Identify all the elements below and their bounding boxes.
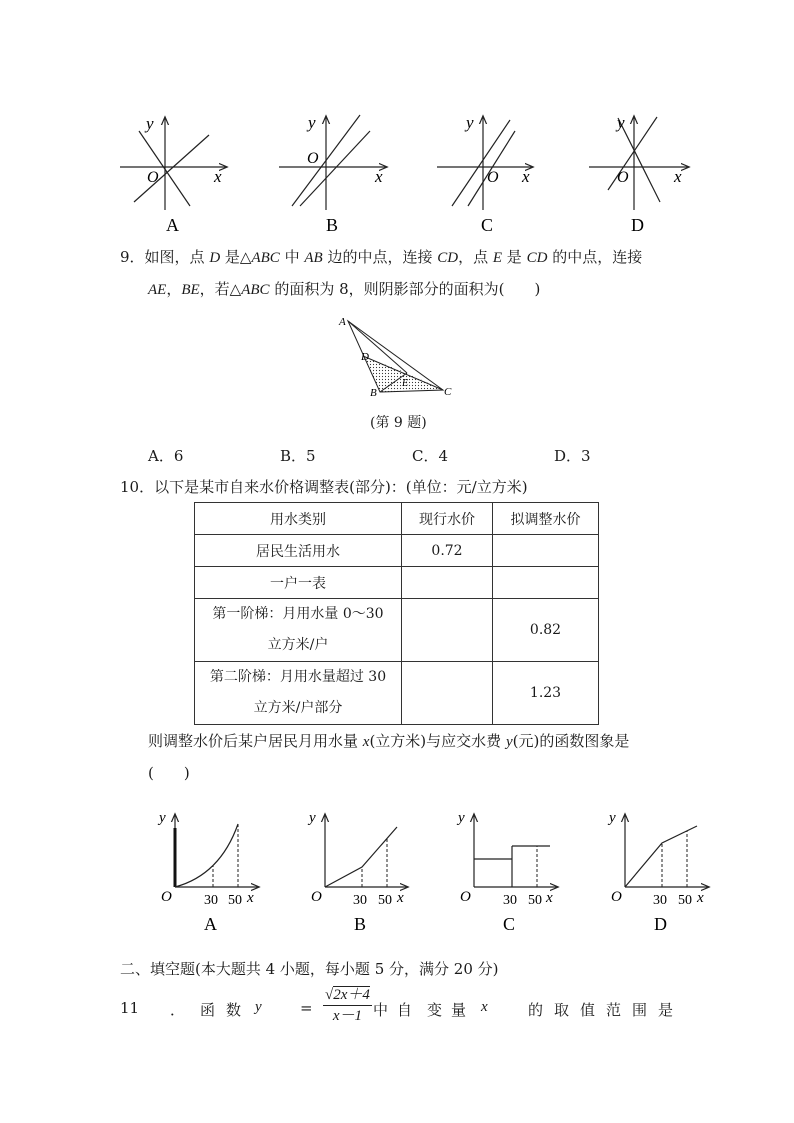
q9-line2 bbox=[148, 279, 540, 300]
q10-graphs bbox=[0, 800, 794, 949]
table-header-row bbox=[195, 503, 599, 535]
q8d-x-label: x bbox=[674, 167, 682, 186]
sqrt-icon: √ bbox=[325, 987, 334, 1003]
q11-char: 中 bbox=[373, 1001, 389, 1019]
table-cell-category: 居民生活用水 bbox=[195, 535, 402, 567]
q8c-x-label: x bbox=[522, 167, 530, 186]
table-row bbox=[195, 599, 599, 662]
q9-var: AB bbox=[304, 250, 323, 266]
q10c-tick-50: 50 bbox=[528, 893, 542, 908]
q8d-y-label: y bbox=[617, 113, 625, 132]
q8d-origin-label: O bbox=[617, 169, 629, 186]
q9-var: CD bbox=[526, 250, 548, 266]
q10-question bbox=[148, 731, 629, 752]
category-line: 立方米/户 bbox=[267, 637, 329, 653]
q10-graph-b bbox=[307, 810, 407, 934]
q9-text: 中 bbox=[279, 248, 305, 266]
table-header: 用水类别 bbox=[195, 503, 402, 535]
table-cell-category bbox=[195, 599, 402, 662]
q9-text: 的面积为 8，则阴影部分的面积为( ) bbox=[269, 280, 541, 298]
q11-equals: = bbox=[300, 999, 313, 1017]
q8c-line1 bbox=[452, 120, 510, 206]
table-cell-proposed bbox=[493, 567, 599, 599]
q9-text: ，点 bbox=[458, 248, 493, 266]
q11-radicand: 2x＋4 bbox=[333, 987, 370, 1003]
q8b-option-label: B bbox=[326, 215, 339, 235]
q11-fraction bbox=[323, 985, 372, 1026]
table-cell-category: 一户一表 bbox=[195, 567, 402, 599]
q11-line bbox=[120, 985, 680, 1035]
table-cell-proposed bbox=[493, 535, 599, 567]
q9-option-c: C．4 bbox=[412, 447, 449, 465]
q8-graphs bbox=[0, 0, 794, 244]
q8d-line1 bbox=[608, 117, 657, 190]
q10-text: (立方米)与应交水费 bbox=[369, 732, 506, 750]
q10d-origin-label: O bbox=[611, 889, 622, 905]
q10a-origin-label: O bbox=[161, 889, 172, 905]
q9-text: 的中点，连接 bbox=[547, 248, 643, 266]
q11-frac bbox=[323, 985, 372, 1026]
table-row bbox=[195, 535, 599, 567]
q10b-origin-label: O bbox=[311, 889, 322, 905]
q11-char: 函 bbox=[200, 1001, 216, 1019]
q8a-x-label: x bbox=[214, 167, 222, 186]
q10d-x-label: x bbox=[697, 890, 704, 906]
q9-option-a: A．6 bbox=[148, 447, 184, 465]
table-row bbox=[195, 662, 599, 725]
q8b-origin-label: O bbox=[307, 150, 319, 167]
table-cell-proposed: 1.23 bbox=[493, 662, 599, 725]
category-line: 第一阶梯：月用水量 0～30 bbox=[212, 606, 384, 622]
table-cell-current: 0.72 bbox=[402, 535, 493, 567]
q10b-y-label: y bbox=[309, 810, 316, 826]
q10a-tick-50: 50 bbox=[228, 893, 242, 908]
q9-text: ，若△ bbox=[199, 280, 242, 298]
q9-line1 bbox=[120, 247, 642, 268]
table-cell-current bbox=[402, 567, 493, 599]
table-row bbox=[195, 567, 599, 599]
q8-graphs-svg bbox=[0, 0, 794, 240]
q10c-y-label: y bbox=[458, 810, 465, 826]
table-cell-current bbox=[402, 599, 493, 662]
q11-char: 是 bbox=[658, 1001, 674, 1019]
q11-var-x: x bbox=[481, 999, 488, 1015]
q10a-curve bbox=[175, 824, 238, 887]
q9-option-d: D．3 bbox=[554, 447, 591, 465]
q10a-tick-30: 30 bbox=[204, 893, 218, 908]
q11-char: 自 bbox=[397, 1001, 413, 1019]
q10b-option-label: B bbox=[354, 914, 367, 934]
table-cell-proposed: 0.82 bbox=[493, 599, 599, 662]
q9-var: BE bbox=[181, 282, 200, 298]
q9-text: 是 bbox=[502, 248, 527, 266]
q8-graph-b bbox=[279, 113, 386, 235]
q10c-x-label: x bbox=[546, 890, 553, 906]
q10b-tick-30: 30 bbox=[353, 893, 367, 908]
q10a-x-label: x bbox=[247, 890, 254, 906]
q11-char: 变 bbox=[427, 1001, 443, 1019]
table-header: 拟调整水价 bbox=[493, 503, 599, 535]
q11-char: 数 bbox=[226, 1001, 242, 1019]
q9-var: E bbox=[492, 250, 503, 266]
q8a-origin-label: O bbox=[147, 169, 159, 186]
q9-var: AE bbox=[148, 282, 167, 298]
q9-var: ABC bbox=[251, 250, 280, 266]
q10-graphs-svg bbox=[0, 800, 794, 945]
q11-denominator: x－1 bbox=[332, 1008, 363, 1024]
q11-var-y: y bbox=[255, 999, 262, 1015]
q8a-option-label: A bbox=[166, 215, 179, 235]
q8b-y-label: y bbox=[308, 113, 316, 132]
q9-triangle-svg bbox=[330, 312, 460, 402]
q10c-option-label: C bbox=[503, 914, 516, 934]
q11-char: 范 bbox=[606, 1001, 622, 1019]
q10c-origin-label: O bbox=[460, 889, 471, 905]
q11-char: 值 bbox=[580, 1001, 596, 1019]
q10a-option-label: A bbox=[204, 914, 217, 934]
q10b-polyline bbox=[325, 827, 397, 887]
q10-graph-d bbox=[607, 810, 708, 934]
q8a-line2 bbox=[134, 135, 209, 202]
q10d-y-label: y bbox=[609, 810, 616, 826]
q9-text: 边的中点，连接 bbox=[322, 248, 438, 266]
q11-char: 的 bbox=[528, 1001, 544, 1019]
category-line: 第二阶梯：月用水量超过 30 bbox=[209, 669, 387, 685]
q9-var: ABC bbox=[241, 282, 270, 298]
q11-char: 取 bbox=[554, 1001, 570, 1019]
q11-numerator bbox=[323, 985, 372, 1006]
q9-label-e: E bbox=[402, 378, 409, 389]
q9-text: 9．如图，点 bbox=[120, 248, 210, 266]
q10-text: (元)的函数图象是 bbox=[512, 732, 630, 750]
q8c-option-label: C bbox=[481, 215, 494, 235]
table-cell-current bbox=[402, 662, 493, 725]
table-cell-category bbox=[195, 662, 402, 725]
q10d-polyline bbox=[625, 826, 697, 887]
q9-var: CD bbox=[437, 250, 459, 266]
q10-answer-paren: ( ) bbox=[148, 764, 190, 782]
q10-stem: 10．以下是某市自来水价格调整表(部分)：(单位：元/立方米) bbox=[120, 478, 528, 496]
q9-label-c: C bbox=[444, 386, 452, 398]
q11-char: 量 bbox=[451, 1001, 467, 1019]
q8a-y-label: y bbox=[146, 114, 154, 133]
q11-dot: ． bbox=[170, 1001, 186, 1019]
q9-caption: (第 9 题) bbox=[370, 415, 427, 431]
q8c-y-label: y bbox=[466, 113, 474, 132]
q11-number: 11 bbox=[120, 999, 140, 1017]
q8d-option-label: D bbox=[631, 215, 644, 235]
q9-label-d: D bbox=[361, 351, 369, 363]
q10-graph-c bbox=[456, 810, 557, 934]
q10c-tick-30: 30 bbox=[503, 893, 517, 908]
q11-char: 围 bbox=[632, 1001, 648, 1019]
q10d-option-label: D bbox=[654, 914, 667, 934]
q8-graph-c bbox=[437, 113, 532, 235]
q10-var-y: y bbox=[505, 734, 513, 750]
q9-text: 是△ bbox=[220, 248, 252, 266]
q8c-origin-label: O bbox=[487, 169, 499, 186]
q10d-tick-30: 30 bbox=[653, 893, 667, 908]
q10d-tick-50: 50 bbox=[678, 893, 692, 908]
category-line: 立方米/户部分 bbox=[253, 700, 343, 716]
q10a-y-label: y bbox=[159, 810, 166, 826]
q10b-tick-50: 50 bbox=[378, 893, 392, 908]
q9-label-a: A bbox=[339, 316, 346, 328]
q8b-line2 bbox=[300, 131, 370, 206]
q10-price-table bbox=[194, 502, 599, 725]
q10b-x-label: x bbox=[397, 890, 404, 906]
q10-graph-a bbox=[157, 810, 258, 934]
q9-var: D bbox=[209, 250, 221, 266]
section-2-heading: 二、填空题(本大题共 4 小题，每小题 5 分，满分 20 分) bbox=[120, 960, 499, 978]
q8-graph-d bbox=[589, 113, 688, 235]
q9-label-b: B bbox=[370, 387, 377, 399]
q8-graph-a bbox=[120, 114, 226, 235]
q9-option-b: B．5 bbox=[280, 447, 316, 465]
table-header: 现行水价 bbox=[402, 503, 493, 535]
q10-var-x: x bbox=[362, 734, 370, 750]
q8b-x-label: x bbox=[375, 167, 383, 186]
q10-text: 则调整水价后某户居民月用水量 bbox=[148, 732, 363, 750]
q9-text: ， bbox=[166, 280, 182, 298]
q9-figure bbox=[330, 312, 460, 406]
